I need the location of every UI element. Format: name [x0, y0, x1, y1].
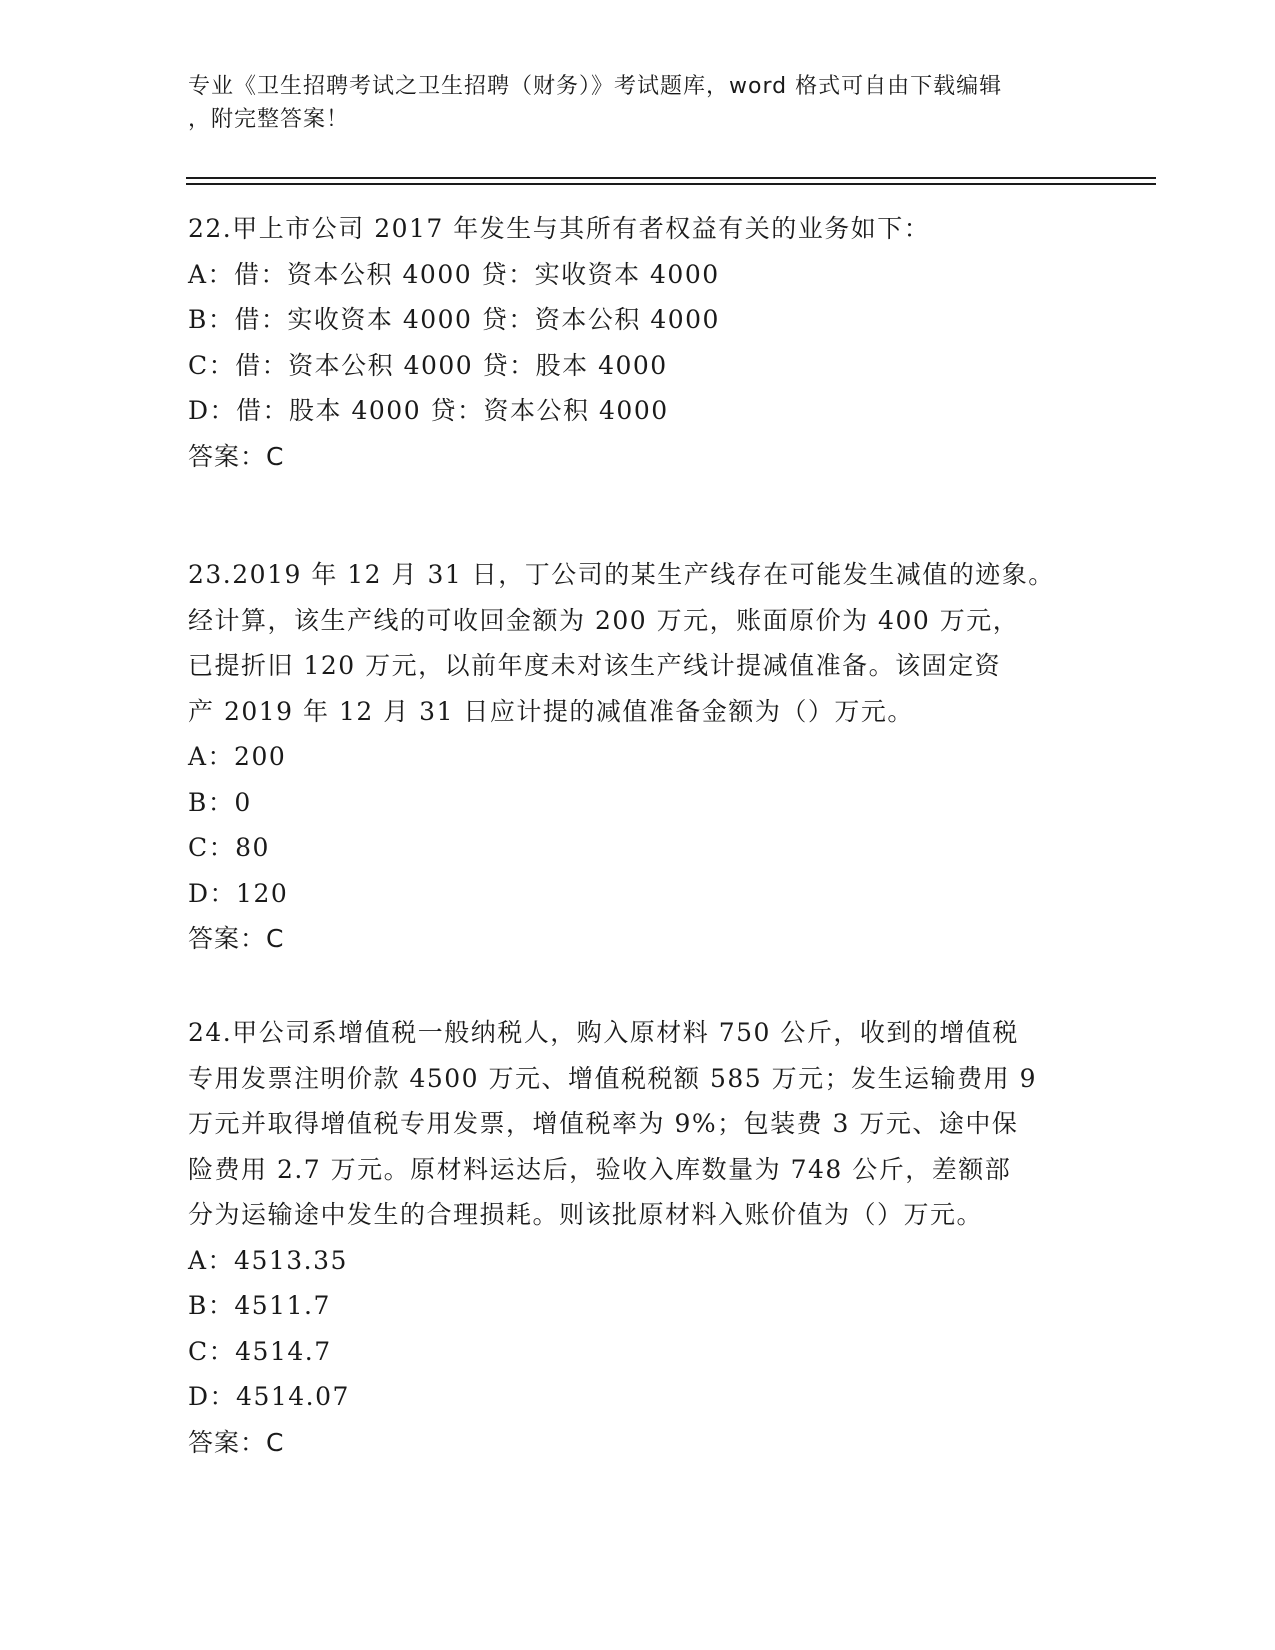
option-c: C：4514.7 — [188, 1336, 332, 1366]
option-a: A：200 — [188, 742, 287, 771]
option-c: C：80 — [188, 833, 270, 862]
question-text-line: 经计算，该生产线的可收回金额为 200 万元，账面原价为 400 万元， — [188, 605, 1020, 635]
question-text-line: 22.甲上市公司 2017 年发生与其所有者权益有关的业务如下： — [188, 214, 931, 243]
option-b: B：借：实收资本 4000 贷：资本公积 4000 — [188, 305, 720, 334]
option-a: A：借：资本公积 4000 贷：实收资本 4000 — [188, 259, 720, 289]
option-b: B：4511.7 — [188, 1291, 331, 1320]
question-text-line: 已提折旧 120 万元，以前年度未对该生产线计提减值准备。该固定资 — [188, 651, 1002, 680]
header-rule-top — [186, 177, 1156, 179]
question-text-line: 分为运输途中发生的合理损耗。则该批原材料入账价值为（）万元。 — [188, 1200, 984, 1229]
question-22 — [188, 206, 1088, 479]
question-24 — [188, 1010, 1088, 1465]
option-b: B：0 — [188, 787, 252, 817]
header-rule-bottom — [186, 183, 1156, 185]
answer: 答案：C — [188, 924, 285, 953]
question-text-line: 万元并取得增值税专用发票，增值税率为 9%；包装费 3 万元、途中保 — [188, 1109, 1019, 1138]
question-text-line: 24.甲公司系增值税一般纳税人，购入原材料 750 公斤，收到的增值税 — [188, 1018, 1019, 1047]
answer: 答案：C — [188, 1427, 285, 1457]
option-d: D：4514.07 — [188, 1382, 350, 1411]
question-23 — [188, 552, 1088, 962]
option-a: A：4513.35 — [188, 1245, 348, 1275]
header-line-1: 专业《卫生招聘考试之卫生招聘（财务）》考试题库，word 格式可自由下载编辑 — [188, 74, 1003, 99]
option-c: C：借：资本公积 4000 贷：股本 4000 — [188, 350, 668, 380]
header-line-2: ，附完整答案！ — [188, 107, 350, 132]
question-text-line: 险费用 2.7 万元。原材料运达后，验收入库数量为 748 公斤，差额部 — [188, 1154, 1012, 1184]
question-text-line: 23.2019 年 12 月 31 日，丁公司的某生产线存在可能发生减值的迹象。 — [188, 560, 1055, 589]
option-d: D：借：股本 4000 贷：资本公积 4000 — [188, 396, 669, 425]
question-text-line: 专用发票注明价款 4500 万元、增值税税额 585 万元；发生运输费用 9 — [188, 1063, 1037, 1093]
option-d: D：120 — [188, 878, 289, 908]
question-text-line: 产 2019 年 12 月 31 日应计提的减值准备金额为（）万元。 — [188, 696, 914, 726]
answer: 答案：C — [188, 441, 285, 471]
document-header — [188, 70, 1088, 136]
